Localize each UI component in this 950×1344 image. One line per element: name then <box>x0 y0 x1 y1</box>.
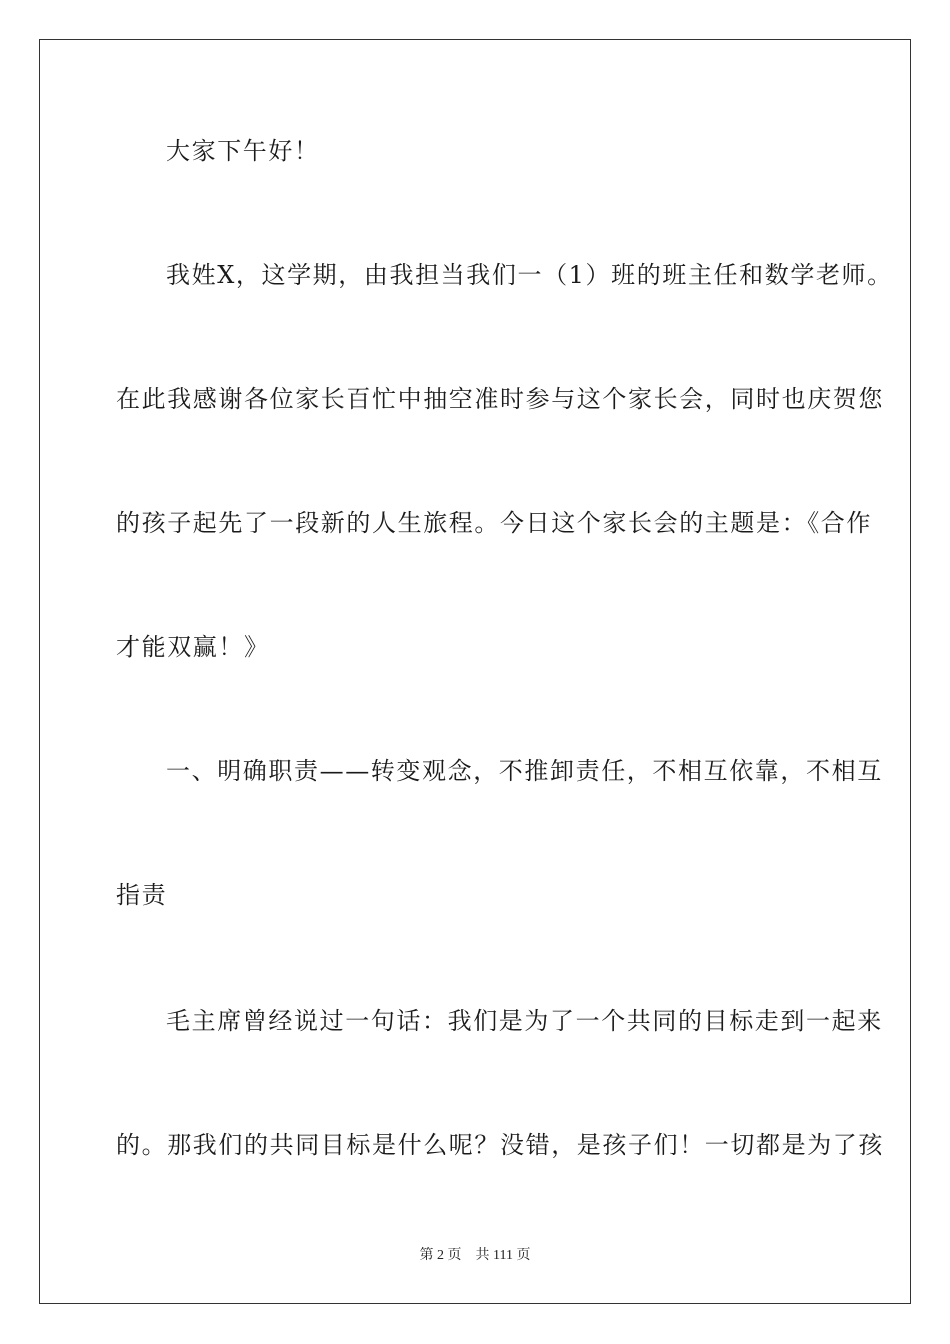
page-number: 第 2 页 <box>419 1248 462 1263</box>
section-heading-line: 一、明确职责——转变观念，不推卸责任，不相互依靠，不相互 <box>166 757 883 785</box>
paragraph-line: 我姓X，这学期，由我担当我们一（1）班的班主任和数学老师。 <box>166 261 893 289</box>
paragraph-line: 在此我感谢各位家长百忙中抽空准时参与这个家长会，同时也庆贺您 <box>116 385 884 413</box>
paragraph-line: 毛主席曾经说过一句话：我们是为了一个共同的目标走到一起来 <box>166 1007 883 1035</box>
section-heading-line: 指责 <box>116 881 168 909</box>
paragraph-line: 的。那我们的共同目标是什么呢？没错，是孩子们！一切都是为了孩 <box>116 1131 884 1159</box>
page-total: 共 111 页 <box>475 1248 531 1263</box>
paragraph-greeting: 大家下午好！ <box>166 137 320 165</box>
paragraph-line: 才能双赢！》 <box>116 633 270 661</box>
page-footer <box>0 1247 950 1265</box>
paragraph-line: 的孩子起先了一段新的人生旅程。今日这个家长会的主题是：《合作 <box>116 509 872 537</box>
page-border <box>39 39 911 1304</box>
